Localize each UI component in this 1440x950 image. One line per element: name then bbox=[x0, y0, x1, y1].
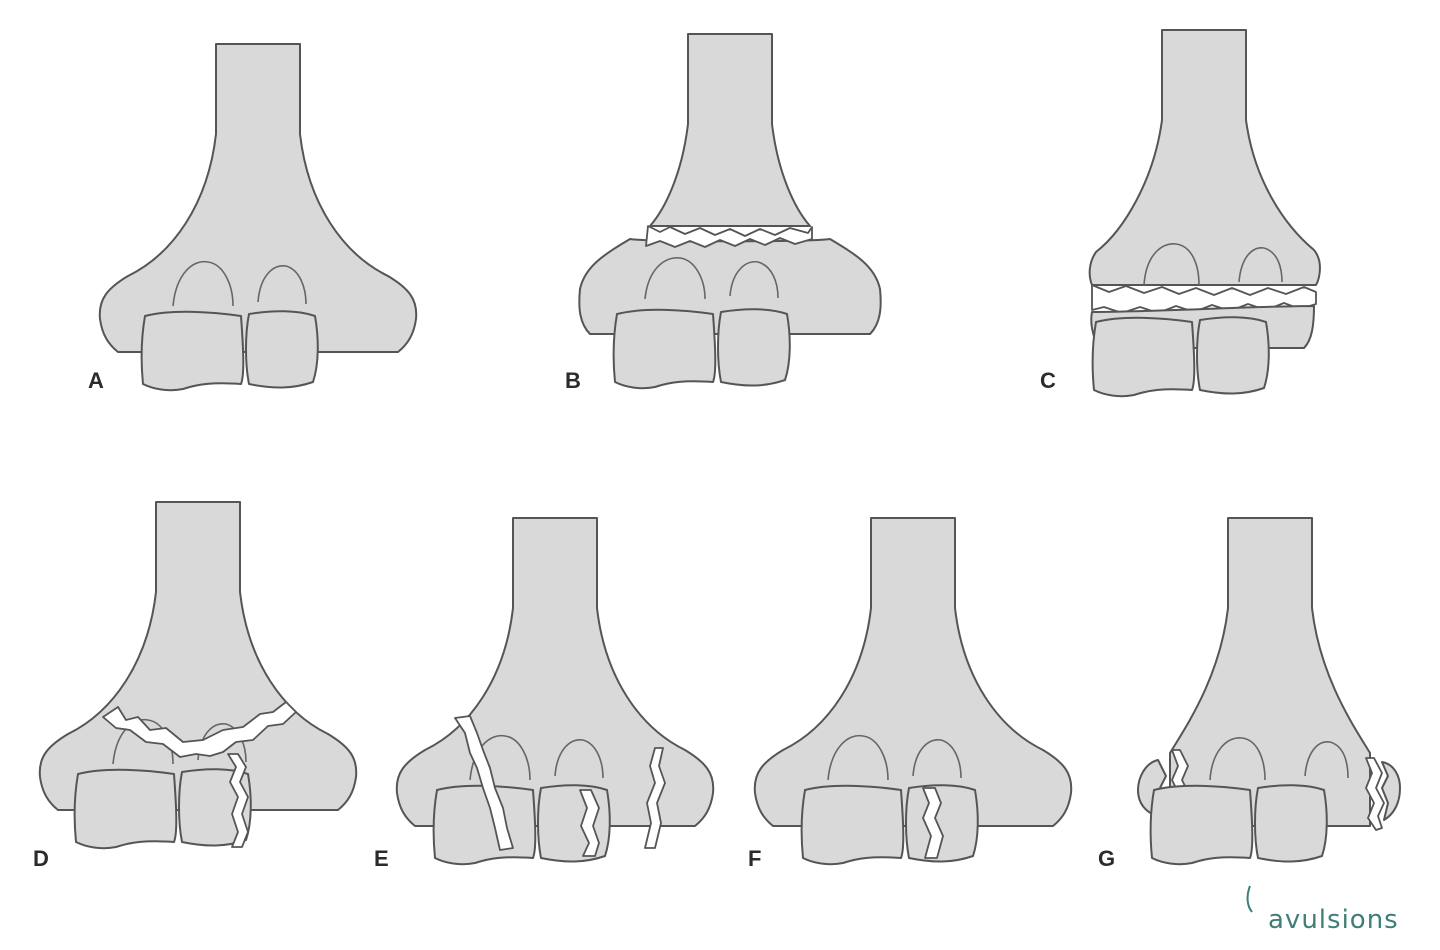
panel-label-f: F bbox=[748, 846, 762, 871]
panel-label-b: B bbox=[565, 368, 581, 393]
panel-label-c: C bbox=[1040, 368, 1056, 393]
panel-f-diagram bbox=[755, 518, 1072, 864]
panel-label-a: A bbox=[88, 368, 104, 393]
annotation-tick bbox=[1248, 886, 1252, 912]
panel-label-g: G bbox=[1098, 846, 1116, 871]
panel-e-diagram bbox=[397, 518, 714, 864]
panel-a-diagram bbox=[100, 44, 417, 390]
panel-label-d: D bbox=[33, 846, 49, 871]
annotation-avulsions: avulsions bbox=[1268, 905, 1399, 935]
panel-label-e: E bbox=[374, 846, 389, 871]
panel-d-diagram bbox=[40, 502, 357, 848]
panel-b-diagram bbox=[579, 34, 880, 388]
panel-g-diagram bbox=[1138, 518, 1400, 864]
panel-c-diagram bbox=[1090, 30, 1320, 396]
